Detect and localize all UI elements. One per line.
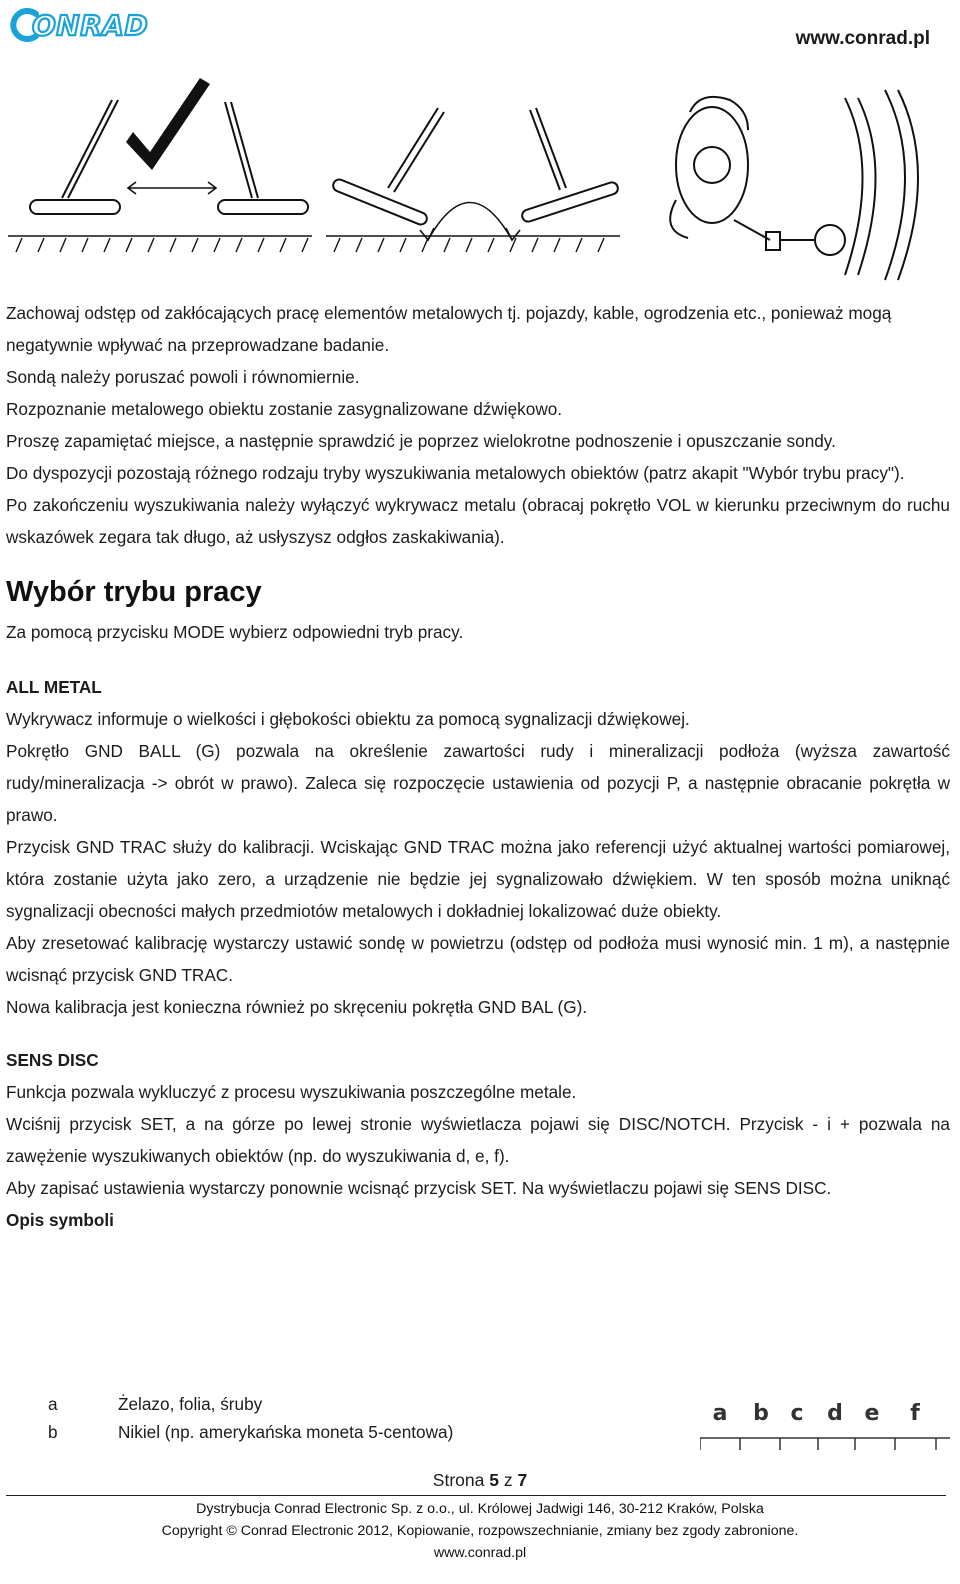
symbols-list bbox=[0, 1394, 960, 1454]
page-number: Strona 5 z 7 bbox=[432, 1470, 528, 1490]
header-website[interactable]: www.conrad.pl bbox=[795, 28, 930, 49]
conrad-logo bbox=[6, 2, 166, 48]
svg-text:ONRAD: ONRAD bbox=[32, 9, 149, 42]
mode-intro: Za pomocą przycisku MODE wybierz odpowiedni tryb pracy. bbox=[6, 622, 464, 642]
scale-letter: a bbox=[712, 1401, 728, 1426]
footer bbox=[0, 1498, 960, 1564]
usage-illustrations bbox=[0, 70, 960, 290]
body-text bbox=[6, 297, 950, 1236]
paragraph-turn-off: Po zakończeniu wyszukiwania należy wyłączyć wykrywacz metalu (obracaj pokrętło VOL w kierunku przeciwnym do ruchu wskazówek zegara tak długo, aż usłyszysz odgłos zaskakiwania). bbox=[6, 495, 950, 547]
paragraph-move-slowly: Sondą należy poruszać powoli i równomiernie. bbox=[6, 367, 360, 387]
symbol-description: Żelazo, folia, śruby bbox=[118, 1394, 263, 1414]
total-pages: 7 bbox=[517, 1470, 528, 1490]
footer-website[interactable]: www.conrad.pl bbox=[433, 1545, 527, 1561]
paragraph-search-modes: Do dyspozycji pozostają różnego rodzaju tryby wyszukiwania metalowych obiektów (patrz akapit "Wybór trybu pracy"). bbox=[6, 463, 905, 483]
symbols-title: Opis symboli bbox=[6, 1210, 114, 1230]
metal-scale-figure bbox=[700, 1394, 960, 1454]
scale-letter: d bbox=[827, 1401, 843, 1426]
sens-disc-p1: Funkcja pozwala wykluczyć z procesu wyszukiwania poszczególne metale. bbox=[6, 1082, 577, 1102]
scale-letter: e bbox=[864, 1401, 880, 1426]
scale-letter: c bbox=[790, 1401, 804, 1426]
paragraph-remember-spot: Proszę zapamiętać miejsce, a następnie sprawdzić je poprzez wielokrotne podnoszenie i opuszczanie sondy. bbox=[6, 431, 836, 451]
section-title-mode: Wybór trybu pracy bbox=[6, 576, 262, 608]
sens-disc-p3: Aby zapisać ustawienia wystarczy ponownie wcisnąć przycisk SET. Na wyświetlaczu pojawi się SENS DISC. bbox=[6, 1178, 832, 1198]
all-metal-p5: Nowa kalibracja jest konieczna również po skręceniu pokrętła GND BAL (G). bbox=[6, 997, 588, 1017]
footer-copyright: Copyright © Conrad Electronic 2012, Kopiowanie, rozpowszechnianie, zmiany bez zgody zabronione. bbox=[161, 1523, 799, 1539]
footer-distributor: Dystrybucja Conrad Electronic Sp. z o.o., ul. Królowej Jadwigi 146, 30-212 Kraków, Polska bbox=[196, 1501, 764, 1517]
symbol-row bbox=[48, 1394, 262, 1415]
footer-divider bbox=[6, 1495, 946, 1496]
symbol-letter: a bbox=[48, 1394, 58, 1414]
sens-disc-p2: Wciśnij przycisk SET, a na górze po lewej stronie wyświetlacza pojawi się DISC/NOTCH. Przycisk - i + pozwala na zawężenie wyszukiwanych obiektów (np. do wyszukiwania d, e, f). bbox=[6, 1114, 950, 1166]
scale-letter: b bbox=[753, 1401, 769, 1426]
sens-disc-title: SENS DISC bbox=[6, 1050, 99, 1070]
paragraph-interference: Zachowaj odstęp od zakłócających pracę elementów metalowych tj. pojazdy, kable, ogrodzenia etc., ponieważ mogą negatywnie wpływać na przeprowadzane badanie. bbox=[6, 303, 892, 355]
symbol-row bbox=[48, 1422, 453, 1443]
all-metal-p1: Wykrywacz informuje o wielkości i głębokości obiektu za pomocą sygnalizacji dźwiękowej. bbox=[6, 709, 690, 729]
paragraph-audio-signal: Rozpoznanie metalowego obiektu zostanie zasygnalizowane dźwiękowo. bbox=[6, 399, 563, 419]
symbol-letter: b bbox=[48, 1422, 58, 1442]
all-metal-p2: Pokrętło GND BALL (G) pozwala na określenie zawartości rudy i mineralizacji podłoża (wyższa zawartość rudy/mineralizacja -> obrót w prawo). Zaleca się rozpoczęcie ustawienia od pozycji P, a następnie obracanie pokrętła w prawo. bbox=[6, 741, 950, 825]
all-metal-p3: Przycisk GND TRAC służy do kalibracji. Wciskając GND TRAC można jako referencji użyć aktualnej wartości pomiarowej, która zostanie użyta jako zero, a urządzenie nie będzie jej sygnalizowało dźwiękiem. W ten sposób można uniknąć sygnalizacji obecności małych przedmiotów metalowych i dokładniej lokalizować duże obiekty. bbox=[6, 837, 950, 921]
symbol-description: Nikiel (np. amerykańska moneta 5-centowa) bbox=[118, 1422, 454, 1442]
all-metal-title: ALL METAL bbox=[6, 677, 102, 697]
scale-letter: f bbox=[910, 1401, 920, 1426]
all-metal-p4: Aby zresetować kalibrację wystarczy ustawić sondę w powietrzu (odstęp od podłoża musi wynosić min. 1 m), a następnie wcisnąć przycisk GND TRAC. bbox=[6, 933, 950, 985]
current-page: 5 bbox=[489, 1470, 499, 1490]
